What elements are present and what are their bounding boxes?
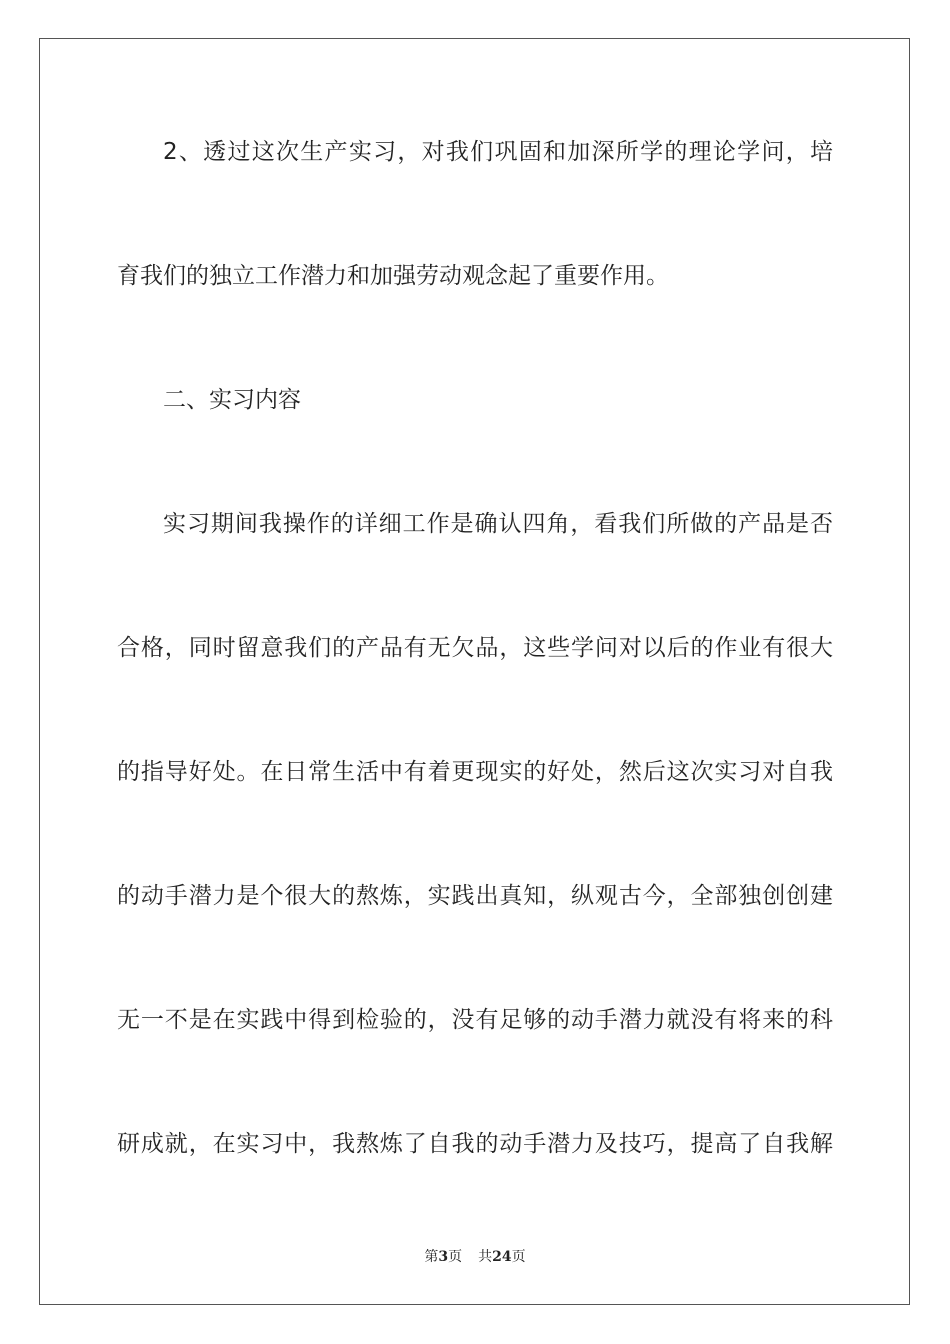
paragraph-line: 研成就，在实习中，我熬炼了自我的动手潜力及技巧，提高了自我解	[117, 1131, 833, 1157]
footer-page-suffix: 页	[448, 1249, 463, 1265]
paragraph-line: 实习期间我操作的详细工作是确认四角，看我们所做的产品是否	[163, 511, 833, 537]
paragraph-line: 无一不是在实践中得到检验的，没有足够的动手潜力就没有将来的科	[117, 1007, 833, 1033]
footer-total-suffix: 页	[511, 1249, 526, 1265]
footer-page-number: 3	[438, 1249, 449, 1265]
footer-total-prefix: 共	[478, 1249, 493, 1265]
footer-page-prefix: 第	[424, 1249, 439, 1265]
paragraph-line: 合格，同时留意我们的产品有无欠品，这些学问对以后的作业有很大	[117, 635, 833, 661]
paragraph-line: 的指导好处。在日常生活中有着更现实的好处，然后这次实习对自我	[117, 759, 833, 785]
section-heading: 二、实习内容	[163, 387, 301, 413]
paragraph-line: 2、透过这次生产实习，对我们巩固和加深所学的理论学问，培	[163, 139, 833, 165]
footer-total-pages: 24	[492, 1249, 512, 1265]
page-border	[39, 38, 910, 1305]
paragraph-line: 的动手潜力是个很大的熬炼，实践出真知，纵观古今，全部独创创建	[117, 883, 833, 909]
page-footer	[0, 1248, 950, 1266]
paragraph-line: 育我们的独立工作潜力和加强劳动观念起了重要作用。	[117, 263, 669, 289]
